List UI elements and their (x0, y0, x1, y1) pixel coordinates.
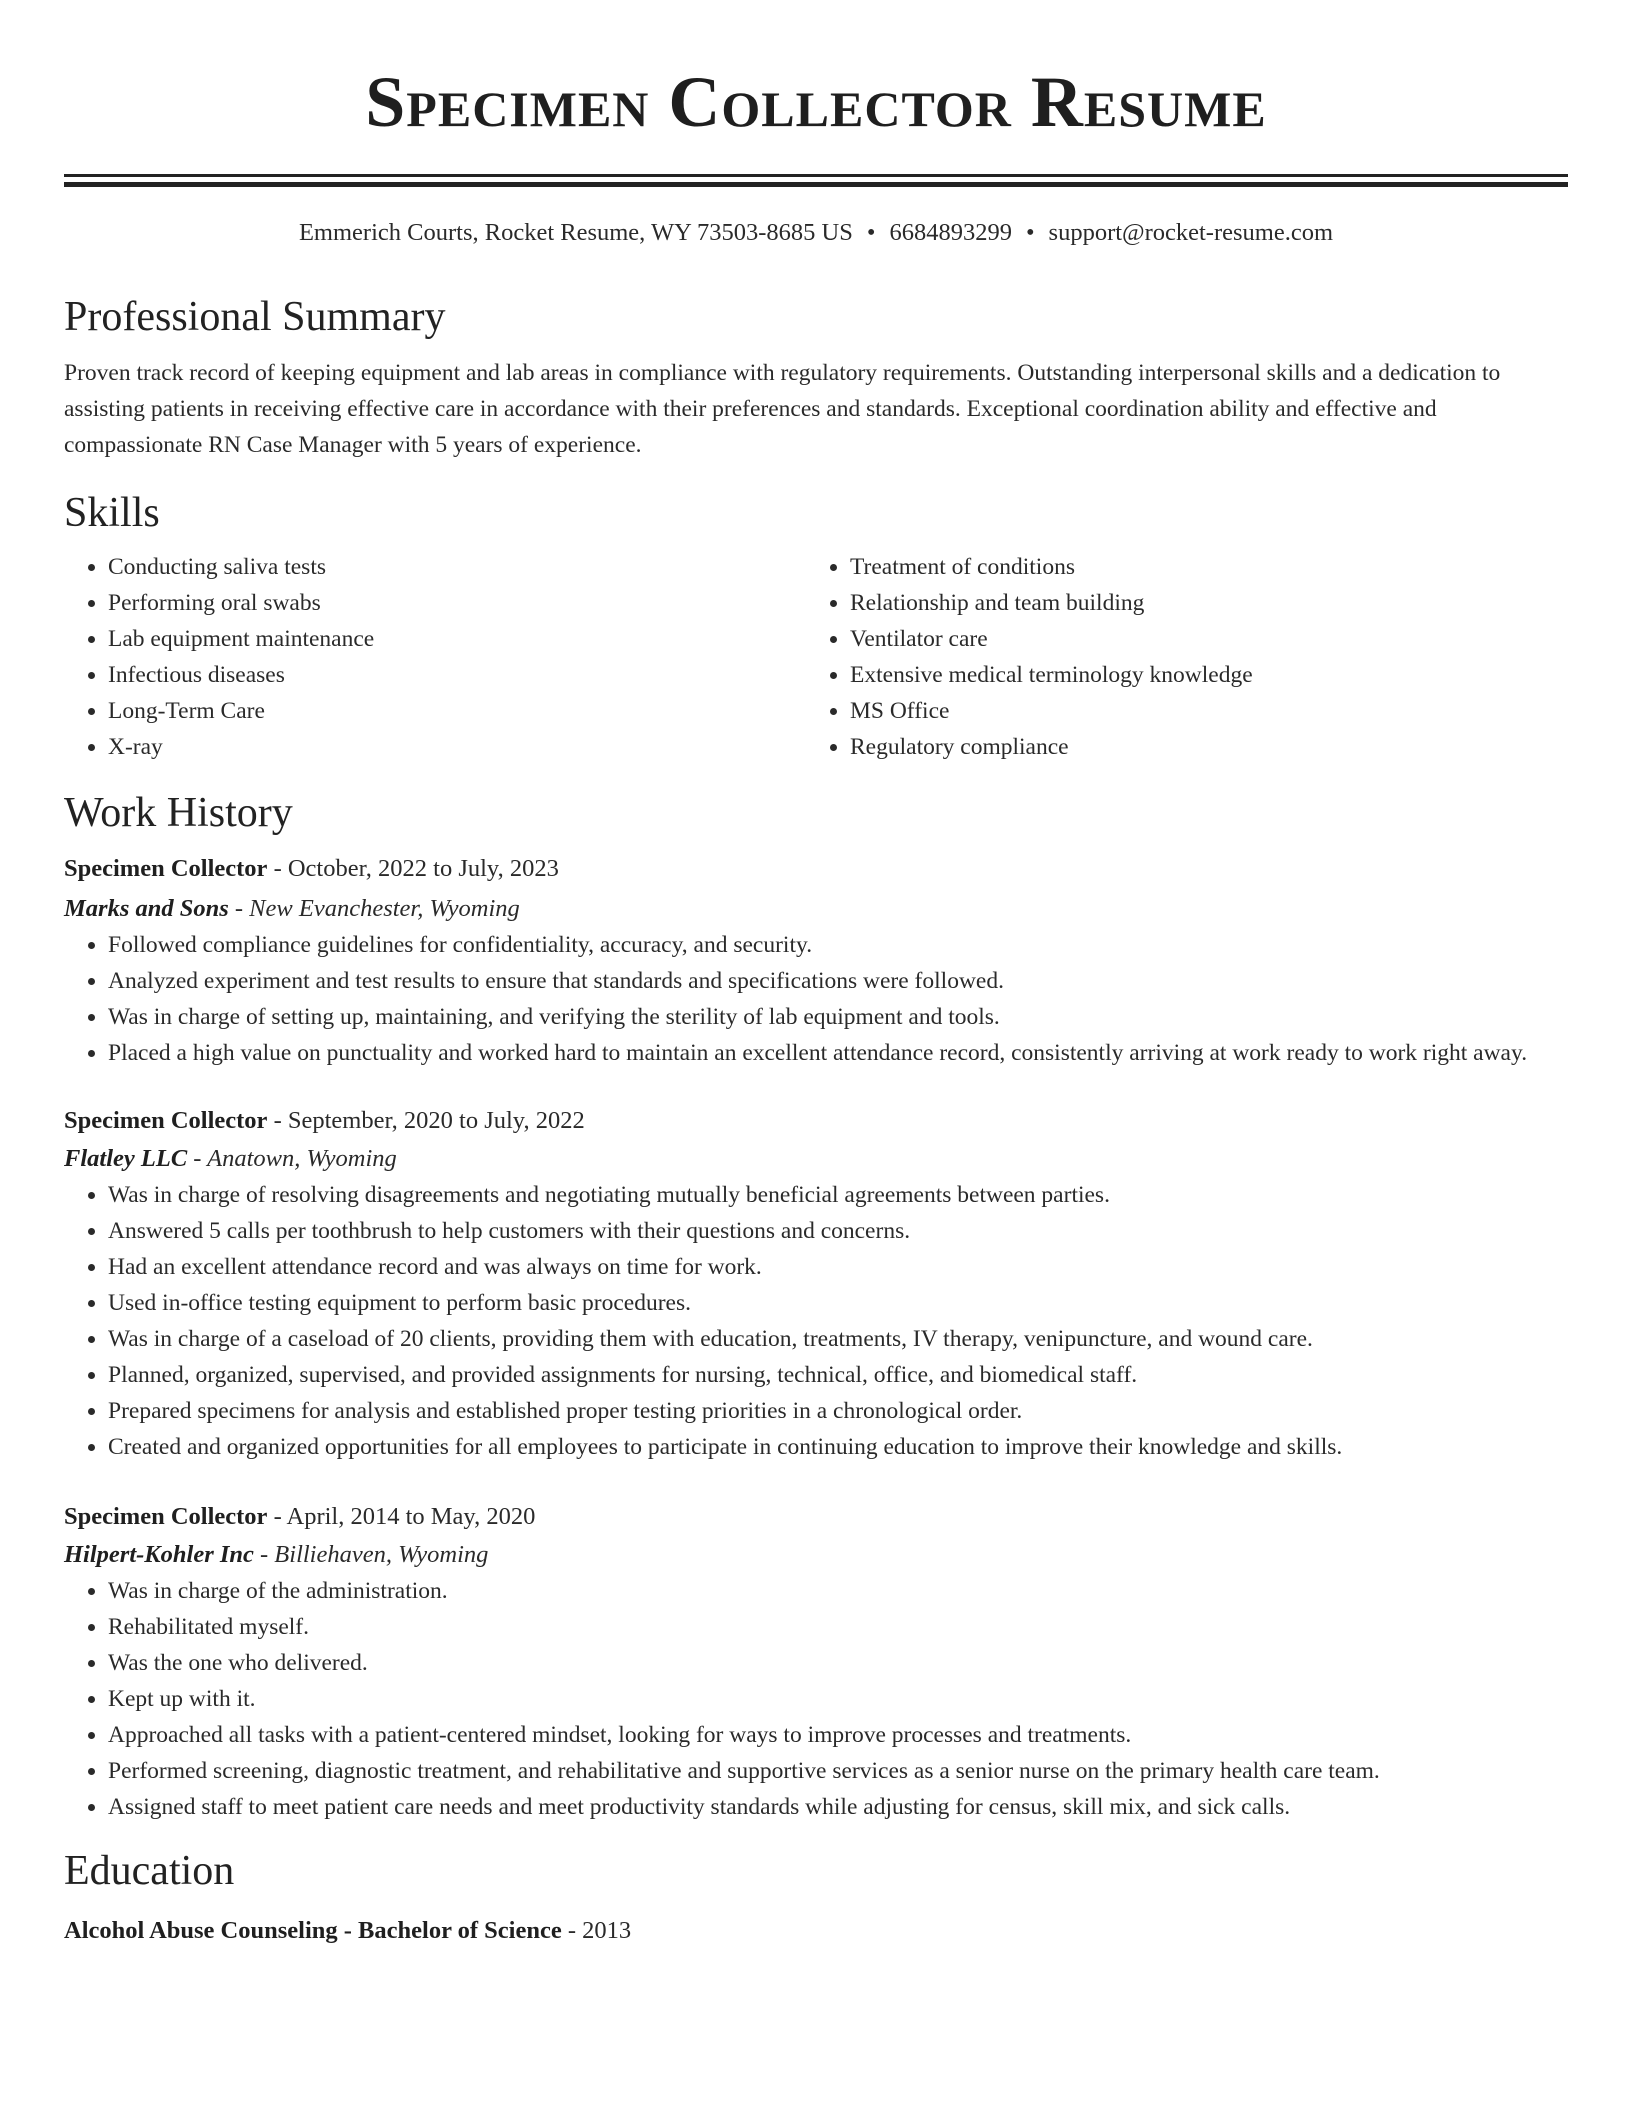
work-history-heading: Work History (64, 790, 293, 836)
duty-item: • Approached all tasks with a patient-centered mindset, looking for ways to improve processes and treatments. (108, 1717, 1568, 1753)
duty-item: • Prepared specimens for analysis and established proper testing priorities in a chronological order. (108, 1393, 1568, 1429)
skill-item: • Performing oral swabs (108, 585, 806, 621)
job-header (64, 851, 1568, 887)
duty-item: • Was the one who delivered. (108, 1645, 1568, 1681)
duty-item: • Planned, organized, supervised, and provided assignments for nursing, technical, office, and biomedical staff. (108, 1357, 1568, 1393)
contact-separator: • (1025, 219, 1035, 246)
job-duties (64, 1573, 1568, 1825)
skills-list (64, 549, 1568, 765)
skill-item: • Relationship and team building (850, 585, 1548, 621)
job-location: - New Evanchester, Wyoming (228, 895, 520, 922)
job-company: Hilpert-Kohler Inc (64, 1541, 254, 1568)
skills-column-right (806, 549, 1548, 765)
job-location: - Billiehaven, Wyoming (253, 1541, 489, 1568)
skills-column-left (64, 549, 806, 765)
contact-email: support@rocket-resume.com (1048, 219, 1334, 246)
skill-item: • Long-Term Care (108, 693, 806, 729)
skill-item: • Extensive medical terminology knowledge (850, 657, 1548, 693)
job-entry (64, 1103, 1568, 1465)
skill-item: • Infectious diseases (108, 657, 806, 693)
education-heading: Education (64, 1848, 235, 1894)
job-dates: - September, 2020 to July, 2022 (267, 1107, 585, 1134)
skill-item: • Lab equipment maintenance (108, 621, 806, 657)
skill-item: • Conducting saliva tests (108, 549, 806, 585)
job-entry (64, 1499, 1568, 1825)
summary-heading: Professional Summary (64, 294, 446, 340)
skill-item: • X-ray (108, 729, 806, 765)
job-header (64, 1103, 1568, 1139)
duty-item: • Performed screening, diagnostic treatment, and rehabilitative and supportive services as a senior nurse on the primary health care team. (108, 1753, 1568, 1789)
duty-item: • Kept up with it. (108, 1681, 1568, 1717)
job-title: Specimen Collector (64, 855, 268, 882)
duty-item: • Created and organized opportunities for all employees to participate in continuing education to improve their knowledge and skills. (108, 1429, 1568, 1465)
skill-item: • MS Office (850, 693, 1548, 729)
title-double-rule (64, 174, 1568, 187)
duty-item: • Was in charge of resolving disagreements and negotiating mutually beneficial agreements between parties. (108, 1177, 1568, 1213)
job-company: Flatley LLC (64, 1145, 188, 1172)
duty-item: • Assigned staff to meet patient care needs and meet productivity standards while adjusting for census, skill mix, and sick calls. (108, 1789, 1568, 1825)
duty-item: • Was in charge of setting up, maintaining, and verifying the sterility of lab equipment and tools. (108, 999, 1568, 1035)
duty-item: • Used in-office testing equipment to perform basic procedures. (108, 1285, 1568, 1321)
job-location: - Anatown, Wyoming (187, 1145, 397, 1172)
summary-text: Proven track record of keeping equipment and lab areas in compliance with regulatory requirements. Outstanding interpersonal skills and a dedication to assisting patients in receiving effective care in accordance with their preferences and standards. Exceptional coordination ability and effective and compassionate RN Case Manager with 5 years of experience. (64, 360, 1501, 458)
job-header (64, 1499, 1568, 1535)
job-title: Specimen Collector (64, 1107, 268, 1134)
education-entry (64, 1913, 1568, 1949)
job-company: Marks and Sons (64, 895, 229, 922)
contact-phone: 6684893299 (889, 219, 1012, 246)
contact-line (64, 217, 1568, 249)
job-dates: - April, 2014 to May, 2020 (267, 1503, 536, 1530)
job-duties (64, 927, 1568, 1071)
skills-heading: Skills (64, 490, 160, 536)
job-employer (64, 1141, 1568, 1177)
skill-item: • Regulatory compliance (850, 729, 1548, 765)
skill-item: • Ventilator care (850, 621, 1548, 657)
duty-item: • Was in charge of a caseload of 20 clients, providing them with education, treatments, IV therapy, venipuncture, and wound care. (108, 1321, 1568, 1357)
job-employer (64, 1537, 1568, 1573)
job-title: Specimen Collector (64, 1503, 268, 1530)
resume-title: Specimen Collector Resume (365, 62, 1267, 142)
contact-address: Emmerich Courts, Rocket Resume, WY 73503-8685 US (298, 219, 853, 246)
job-employer (64, 891, 1568, 927)
duty-item: • Followed compliance guidelines for confidentiality, accuracy, and security. (108, 927, 1568, 963)
duty-item: • Answered 5 calls per toothbrush to help customers with their questions and concerns. (108, 1213, 1568, 1249)
contact-separator: • (866, 219, 876, 246)
duty-item: • Was in charge of the administration. (108, 1573, 1568, 1609)
skill-item: • Treatment of conditions (850, 549, 1548, 585)
education-year: - 2013 (561, 1917, 632, 1944)
duty-item: • Placed a high value on punctuality and worked hard to maintain an excellent attendance record, consistently arriving at work ready to work right away. (108, 1035, 1568, 1071)
duty-item: • Had an excellent attendance record and was always on time for work. (108, 1249, 1568, 1285)
education-degree: Alcohol Abuse Counseling - Bachelor of Science (64, 1917, 562, 1944)
job-dates: - October, 2022 to July, 2023 (267, 855, 559, 882)
duty-item: • Analyzed experiment and test results to ensure that standards and specifications were followed. (108, 963, 1568, 999)
job-duties (64, 1177, 1568, 1465)
job-entry (64, 851, 1568, 1071)
duty-item: • Rehabilitated myself. (108, 1609, 1568, 1645)
